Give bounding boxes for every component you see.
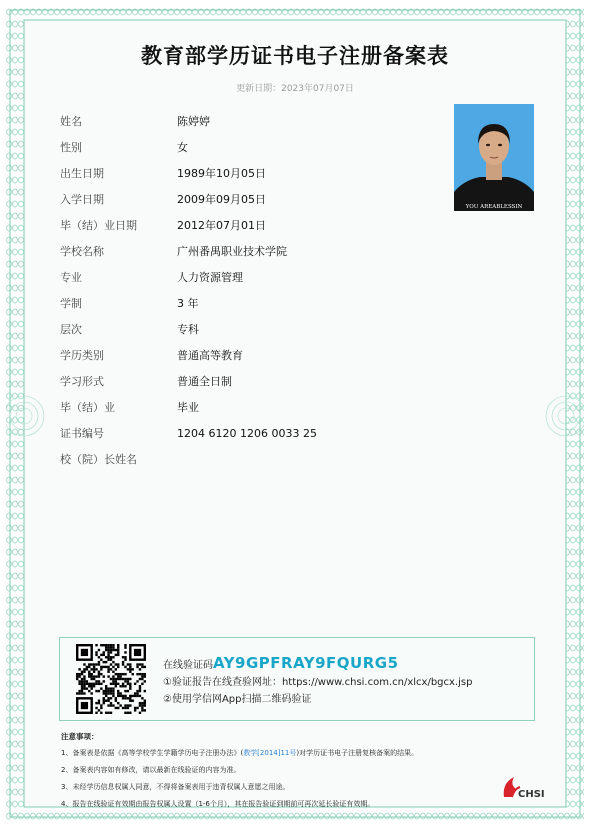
note-item-3: 3、未经学历信息权属人同意，不得将备案表用于违背权属人意愿之用途。 (61, 783, 290, 791)
field-value: 广州番禺职业技术学院 (177, 245, 287, 258)
field-value: 专科 (177, 323, 199, 336)
field-value: 普通全日制 (177, 375, 232, 388)
verification-code: AY9GPFRAY9FQURG5 (213, 654, 399, 672)
verification-url-line: ①验证报告在线查验网址：https://www.chsi.com.cn/xlcx/bgcx.jsp (163, 677, 473, 688)
field-value: 人力资源管理 (177, 271, 243, 284)
regulation-link[interactable]: 教学[2014]11号 (243, 749, 297, 757)
verification-code-label: 在线验证码 (163, 660, 213, 671)
note-item-4: 4、报告在线验证有效期由报告权属人设置（1-6个月），其在报告验证到期前可再次延长验证有效期。 (61, 800, 375, 808)
field-value: 普通高等教育 (177, 349, 243, 362)
field-label: 毕（结）业 (60, 401, 115, 414)
field-label: 校（院）长姓名 (60, 453, 137, 466)
field-label: 性别 (60, 141, 82, 154)
field-value: 3 年 (177, 297, 199, 310)
field-label: 入学日期 (60, 193, 104, 206)
field-value: 毕业 (177, 401, 199, 414)
field-value: 女 (177, 141, 188, 154)
field-value: 2009年09月05日 (177, 193, 266, 206)
chsi-logo-text: CHSI (518, 789, 545, 800)
qr-code[interactable] (76, 644, 146, 714)
field-value: 1989年10月05日 (177, 167, 266, 180)
field-label: 姓名 (60, 115, 82, 128)
field-label: 出生日期 (60, 167, 104, 180)
field-label: 层次 (60, 323, 82, 336)
field-value: 2012年07月01日 (177, 219, 266, 232)
student-photo (454, 104, 534, 211)
field-label: 学历类别 (60, 349, 104, 362)
note-item-1: 1、备案表是依据《高等学校学生学籍学历电子注册办法》(教学[2014]11号)对学历证书电子注册复核备案的结果。 (61, 749, 419, 757)
notes-heading: 注意事项： (61, 732, 99, 741)
note-item-2: 2、备案表内容如有修改，请以最新在线验证的内容为准。 (61, 766, 241, 774)
verification-app-line: ②使用学信网App扫描二维码验证 (163, 694, 312, 705)
update-date: 更新日期：2023年07月07日 (236, 84, 354, 94)
chsi-logo (500, 773, 552, 801)
photo-shirt-text: YOU AREABLESSIN (465, 204, 523, 210)
field-label: 毕（结）业日期 (60, 219, 137, 232)
field-label: 证书编号 (60, 427, 104, 440)
field-label: 专业 (60, 271, 82, 284)
document-title: 教育部学历证书电子注册备案表 (141, 44, 449, 68)
field-value: 陈婷婷 (177, 115, 210, 128)
notes-section (61, 728, 418, 813)
verification-box (59, 637, 535, 721)
field-value: 1204 6120 1206 0033 25 (177, 427, 317, 440)
field-label: 学校名称 (60, 245, 104, 258)
field-label: 学习形式 (60, 375, 104, 388)
field-label: 学制 (60, 297, 82, 310)
